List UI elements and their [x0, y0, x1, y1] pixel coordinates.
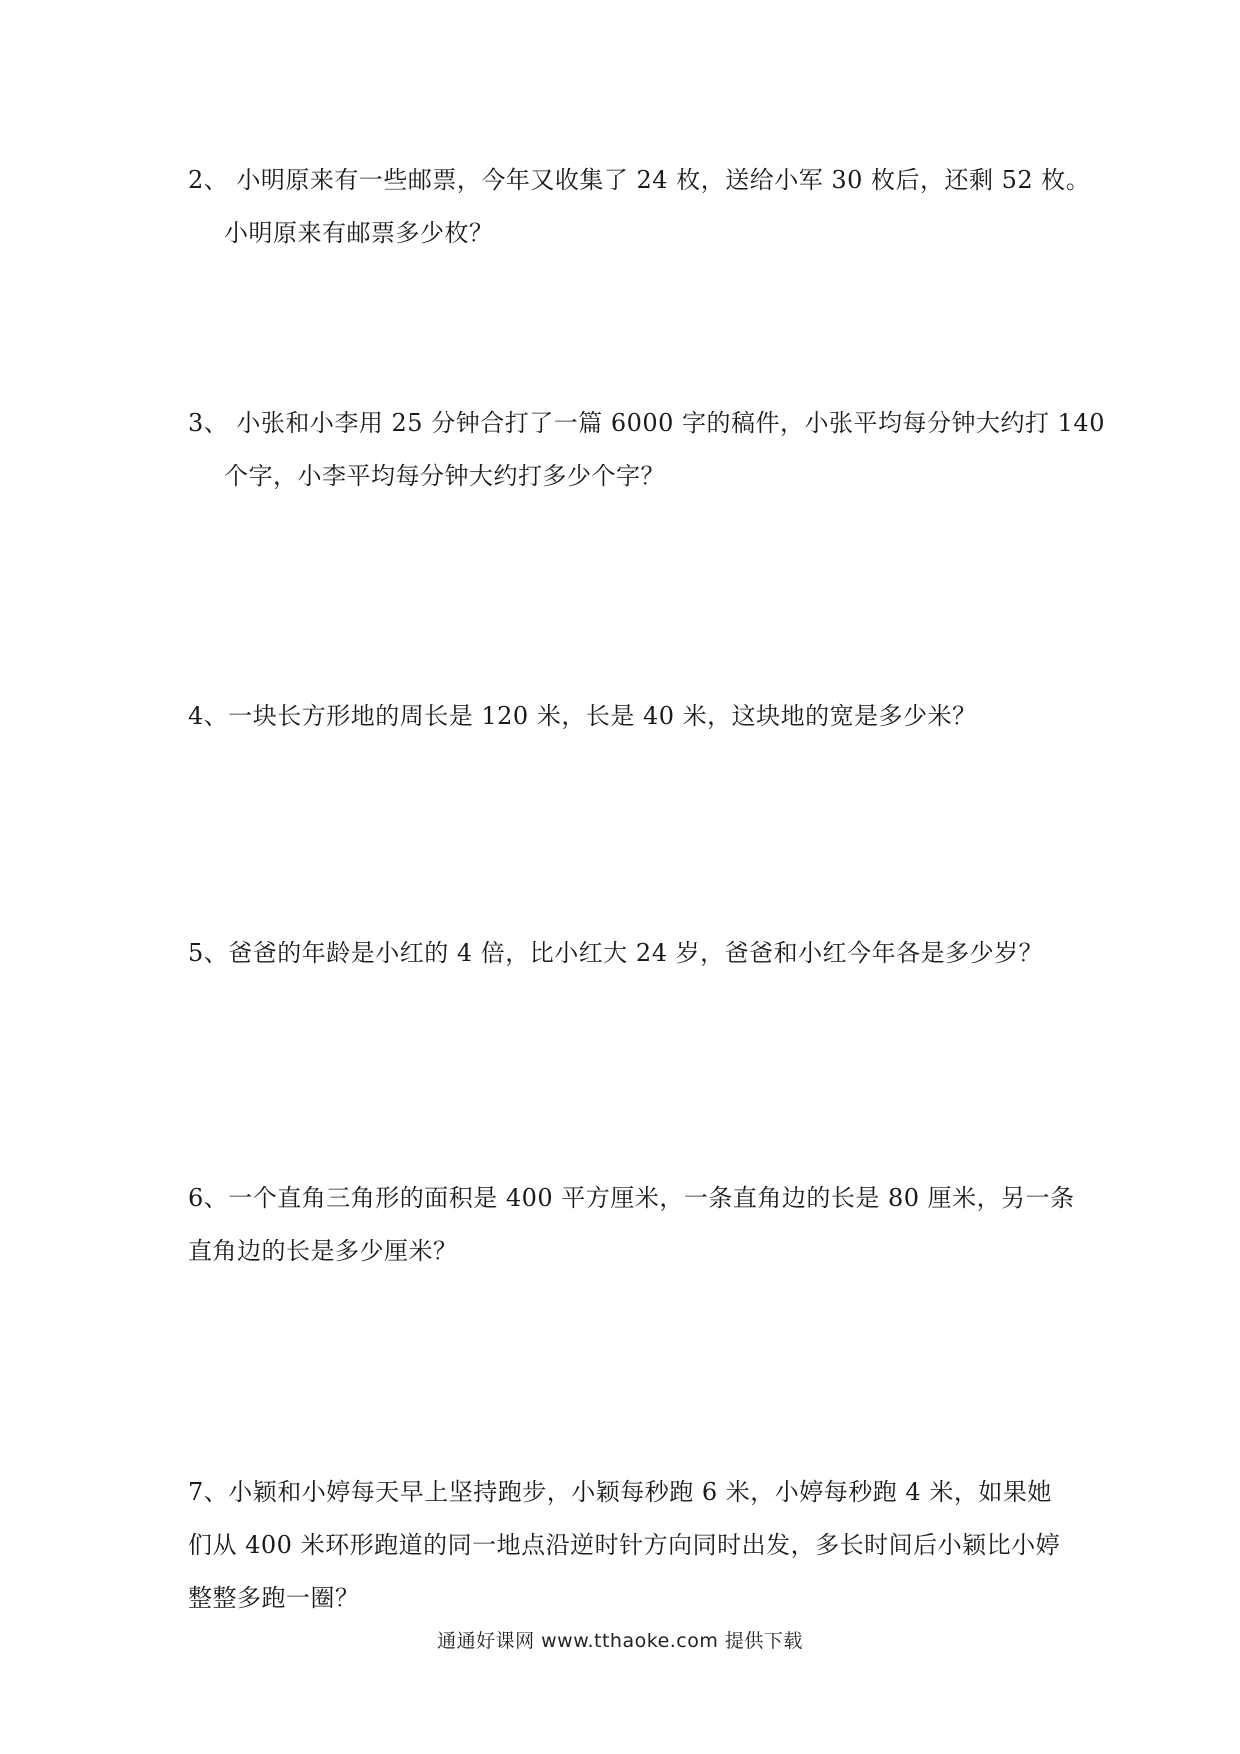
problem-3-line-2: 个字，小李平均每分钟大约打多少个字？ — [224, 462, 665, 490]
page-footer: 通通好课网 www.tthaoke.com 提供下载 — [437, 1630, 803, 1652]
problem-4 — [188, 690, 1058, 743]
problem-2-line-2: 小明原来有邮票多少枚？ — [224, 219, 494, 247]
problem-5 — [188, 927, 1058, 980]
problem-3-line-1: 3、 小张和小李用 25 分钟合打了一篇 6000 字的稿件，小张平均每分钟大约打 140 — [188, 409, 1105, 437]
problem-5-line-1: 5、爸爸的年龄是小红的 4 倍，比小红大 24 岁，爸爸和小红今年各是多少岁？ — [188, 939, 1044, 967]
problem-4-line-1: 4、一块长方形地的周长是 120 米，长是 40 米，这块地的宽是多少米？ — [188, 702, 977, 730]
problem-7-line-3: 整整多跑一圈？ — [188, 1584, 360, 1612]
problem-7-line-2: 们从 400 米环形跑道的同一地点沿逆时针方向同时出发，多长时间后小颖比小婷 — [188, 1531, 1061, 1559]
problem-6 — [188, 1172, 1075, 1278]
problem-6-line-1: 6、一个直角三角形的面积是 400 平方厘米，一条直角边的长是 80 厘米，另一条 — [188, 1184, 1075, 1212]
problem-2 — [188, 154, 1091, 260]
problem-7 — [188, 1466, 1061, 1625]
problem-6-line-2: 直角边的长是多少厘米？ — [188, 1237, 458, 1265]
problem-7-line-1: 7、小颖和小婷每天早上坚持跑步，小颖每秒跑 6 米，小婷每秒跑 4 米，如果她 — [188, 1478, 1052, 1506]
problem-2-line-1: 2、 小明原来有一些邮票，今年又收集了 24 枚，送给小军 30 枚后，还剩 52 枚。 — [188, 166, 1091, 194]
problem-3 — [188, 397, 1105, 503]
